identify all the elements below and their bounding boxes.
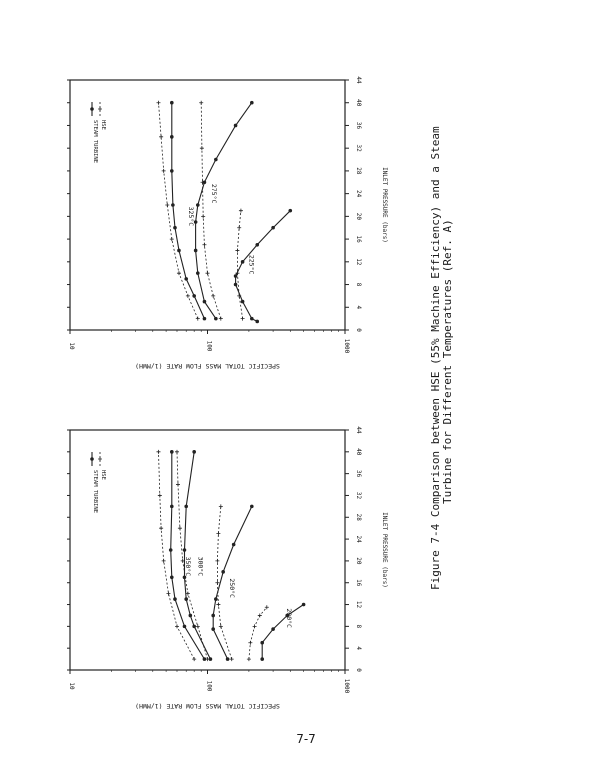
panel-1-series-5-point bbox=[196, 624, 200, 628]
panel-1-y-tick-label: 10 bbox=[68, 682, 75, 690]
panel-2-series-1-point bbox=[241, 317, 245, 321]
panel-2-series-5-point bbox=[170, 237, 174, 241]
panel-2-series-0-point bbox=[241, 300, 245, 304]
panel-2-series-0-point bbox=[234, 274, 238, 278]
panel-2-series-1-point bbox=[237, 226, 241, 230]
panel-1-curve-label: 250°C bbox=[227, 578, 236, 598]
panel-1-series-7-point bbox=[175, 624, 179, 628]
panel-1-series-6-point bbox=[173, 597, 177, 601]
panel-1-series-3-point bbox=[216, 603, 220, 607]
panel-2-x-tick-label: 16 bbox=[355, 235, 362, 243]
panel-2-series-0-point bbox=[255, 243, 259, 247]
panel-2-x-tick-label: 40 bbox=[355, 99, 362, 107]
panel-2-series-2-point bbox=[203, 300, 207, 304]
panel-1-series-4-point bbox=[192, 450, 196, 454]
panel-2-series-4-point bbox=[170, 135, 174, 139]
panel-1-series-6-point bbox=[170, 450, 174, 454]
panel-1-series-7-point bbox=[192, 657, 196, 661]
panel-2-series-3-point bbox=[201, 214, 205, 218]
panel-2-y-tick-label: 1000 bbox=[343, 338, 350, 354]
panel-1-series-0-point bbox=[271, 627, 275, 631]
panel-1-y-axis-label: SPECIFIC TOTAL MASS FLOW RATE (1/MWH) bbox=[135, 702, 280, 710]
panel-2-plot-frame bbox=[70, 80, 345, 330]
panel-2-curve-label: 225°C bbox=[247, 254, 256, 275]
panel-2-series-0-point bbox=[250, 317, 254, 321]
panel-2-series-5-point bbox=[165, 203, 169, 207]
panel-2-x-tick-label: 36 bbox=[355, 121, 362, 130]
panel-1-x-tick-label: 4 bbox=[355, 646, 362, 650]
caption-line-1: Figure 7-4 Comparison between HSE (55% Machine Efficiency) and a Steam bbox=[429, 126, 442, 590]
panel-1-x-tick-label: 24 bbox=[355, 535, 362, 543]
panel-2-series-5-point bbox=[177, 271, 181, 275]
panel-2-series-3-line bbox=[201, 103, 221, 319]
panel-2-series-5-point bbox=[186, 294, 190, 298]
panel-2-series-0-point bbox=[255, 320, 259, 324]
panel-1-series-2-point bbox=[250, 505, 254, 509]
panel-2-series-4-point bbox=[184, 277, 188, 281]
panel-1-x-tick-label: 32 bbox=[355, 491, 362, 500]
panel-1-y-tick-label: 100 bbox=[205, 680, 213, 692]
panel-2-series-3-point bbox=[199, 101, 203, 105]
panel-2-series-4-point bbox=[170, 101, 174, 105]
panel-2-curve-label: 275°C bbox=[209, 183, 218, 204]
panel-2-series-2-point bbox=[196, 203, 200, 207]
panel-2-series-4-point bbox=[192, 294, 196, 298]
panel-1-x-tick-label: 44 bbox=[355, 426, 362, 434]
panel-1-x-tick-label: 40 bbox=[355, 448, 362, 456]
panel-2-series-3-point bbox=[206, 271, 210, 275]
page-number: 7-7 bbox=[296, 732, 316, 746]
panel-2-curve-label: 325°C bbox=[186, 206, 195, 227]
panel-1-series-2-point bbox=[211, 614, 215, 618]
panel-2-x-tick-label: 44 bbox=[355, 76, 362, 84]
panel-2-series-2-point bbox=[214, 317, 218, 321]
panel-1-x-axis-label: INLET PRESSURE (bars) bbox=[381, 512, 388, 588]
panel-1-series-0-point bbox=[302, 603, 306, 607]
panel-1-series-2-point bbox=[226, 657, 230, 661]
panel-2-series-4-point bbox=[173, 226, 177, 230]
panel-2-x-tick-label: 8 bbox=[355, 282, 362, 287]
panel-1-series-1-point bbox=[247, 657, 251, 661]
panel-1-x-tick-label: 0 bbox=[355, 668, 362, 672]
panel-2-series-3-point bbox=[202, 243, 206, 247]
panel-2-series-0-point bbox=[241, 260, 245, 264]
panel-1-series-4-point bbox=[184, 597, 188, 601]
panel-2-y-axis-label: SPECIFIC TOTAL MASS FLOW RATE (1/MWH) bbox=[135, 362, 280, 370]
panel-2-x-tick-label: 12 bbox=[355, 258, 362, 266]
panel-1-series-3-point bbox=[219, 504, 223, 508]
panel-1-series-7-point bbox=[158, 493, 162, 497]
panel-1-legend-hse-marker bbox=[98, 457, 102, 461]
panel-1-series-2-point bbox=[232, 543, 236, 547]
caption-line-2: Turbine for Different Temperatures (Ref. A) bbox=[441, 219, 454, 504]
panel-1-x-tick-label: 8 bbox=[355, 624, 362, 629]
panel-1-series-5-point bbox=[176, 483, 180, 487]
panel-1-series-1-point bbox=[248, 641, 252, 645]
panel-1-series-5-point bbox=[178, 526, 182, 530]
panel-1-series-3-point bbox=[215, 581, 219, 585]
panel-2-x-tick-label: 28 bbox=[355, 167, 362, 175]
panel-2-legend-hse-label: HSE bbox=[100, 120, 106, 130]
panel-1-series-1-point bbox=[265, 605, 269, 609]
panel-1-series-3-point bbox=[230, 657, 234, 661]
panel-2-series-0-point bbox=[288, 209, 292, 213]
panel-1-series-7-point bbox=[156, 450, 160, 454]
panel-1-series-4-point bbox=[192, 625, 196, 629]
panel-1-x-tick-label: 28 bbox=[355, 513, 362, 521]
panel-2-x-axis-label: INLET PRESSURE (bars) bbox=[381, 167, 388, 243]
panel-2-y-tick-label: 10 bbox=[68, 342, 75, 350]
panel-1-series-3-point bbox=[219, 624, 223, 628]
panel-2-series-4-point bbox=[203, 317, 207, 321]
panel-1-x-tick-label: 36 bbox=[355, 470, 362, 478]
panel-1-curve-label: 200°C bbox=[285, 608, 294, 628]
panel-1-series-7-line bbox=[159, 452, 195, 659]
panel-1-x-tick-label: 12 bbox=[355, 600, 362, 609]
panel-1-curve-label: 300°C bbox=[196, 556, 205, 577]
panel-2-series-2-point bbox=[194, 249, 198, 253]
panel-2-x-tick-label: 24 bbox=[355, 190, 362, 198]
panel-2-series-4-point bbox=[171, 203, 175, 207]
panel-1-legend-steam-label: STEAM TURBINE bbox=[92, 470, 98, 514]
panel-1-x-tick-label: 16 bbox=[355, 579, 362, 587]
panel-1-series-4-point bbox=[183, 548, 187, 552]
panel-2-legend-steam-label: STEAM TURBINE bbox=[92, 120, 98, 164]
panel-2-series-5-point bbox=[162, 169, 166, 173]
panel-2-series-4-point bbox=[170, 169, 174, 173]
panel-2-x-tick-label: 0 bbox=[355, 328, 362, 332]
panel-1-series-6-point bbox=[169, 548, 173, 552]
panel-1-series-6-point bbox=[170, 505, 174, 509]
panel-1-x-tick-label: 20 bbox=[355, 557, 362, 565]
panel-1-series-7-point bbox=[166, 592, 170, 596]
panel-2-series-4-point bbox=[177, 249, 181, 253]
panel-1-plot-frame bbox=[70, 430, 345, 670]
panel-1-series-4-point bbox=[184, 505, 188, 509]
panel-2-series-0-point bbox=[271, 226, 275, 230]
panel-1-series-4-point bbox=[189, 614, 193, 618]
panel-2-series-2-line bbox=[196, 103, 252, 319]
panel-1-y-tick-label: 1000 bbox=[343, 678, 350, 694]
panel-2-series-3-point bbox=[200, 146, 204, 150]
panel-2-series-3-point bbox=[211, 294, 215, 298]
panel-1-series-7-point bbox=[159, 526, 163, 530]
panel-1-series-2-point bbox=[214, 597, 218, 601]
panel-1-series-7-point bbox=[162, 559, 166, 563]
panel-2-y-tick-label: 100 bbox=[205, 340, 213, 352]
panel-1-series-2-point bbox=[221, 570, 225, 574]
panel-2-x-tick-label: 32 bbox=[355, 144, 362, 152]
panel-1-series-0-point bbox=[260, 641, 264, 645]
panel-2-series-5-point bbox=[159, 135, 163, 139]
panel-1-series-1-point bbox=[253, 624, 257, 628]
panel-1-series-0-line bbox=[262, 605, 303, 660]
panel-2-series-2-point bbox=[250, 101, 254, 105]
panel-1-series-6-point bbox=[170, 575, 174, 579]
panel-2-x-tick-label: 4 bbox=[355, 305, 362, 310]
panel-2-series-0-line bbox=[236, 211, 291, 322]
panel-2-series-0-point bbox=[234, 283, 238, 287]
panel-2-series-1-point bbox=[239, 209, 243, 213]
panel-1-series-5-point bbox=[175, 450, 179, 454]
panel-2-legend-hse-marker bbox=[98, 107, 102, 111]
panel-2-x-tick-label: 20 bbox=[355, 212, 362, 220]
panel-2-series-5-point bbox=[196, 317, 200, 321]
panel-1-legend-hse-label: HSE bbox=[100, 470, 106, 480]
panel-1-series-5-point bbox=[186, 592, 190, 596]
panel-2-series-2-point bbox=[196, 271, 200, 275]
panel-1-series-0-point bbox=[260, 657, 264, 661]
panel-2-series-2-point bbox=[214, 158, 218, 162]
panel-2-series-5-point bbox=[156, 101, 160, 105]
figure-caption bbox=[429, 126, 454, 590]
panel-2-series-2-point bbox=[234, 124, 238, 128]
panel-2-series-3-point bbox=[219, 317, 223, 321]
panel-1-series-1-point bbox=[258, 613, 262, 617]
panel-1-series-3-point bbox=[215, 559, 219, 563]
panel-1-series-3-point bbox=[216, 532, 220, 536]
panel-1-series-6-point bbox=[183, 625, 187, 629]
panel-1-series-6-point bbox=[203, 657, 207, 661]
panel-1-series-2-point bbox=[211, 627, 215, 631]
panel-1-series-6-line bbox=[171, 452, 205, 659]
panel-1-legend-steam-marker bbox=[90, 457, 94, 461]
panel-2-series-1-point bbox=[235, 248, 239, 252]
panel-1-series-5-line bbox=[177, 452, 208, 659]
panel-1-curve-label: 350°C bbox=[183, 556, 192, 577]
panel-2-legend-steam-marker bbox=[90, 107, 94, 111]
